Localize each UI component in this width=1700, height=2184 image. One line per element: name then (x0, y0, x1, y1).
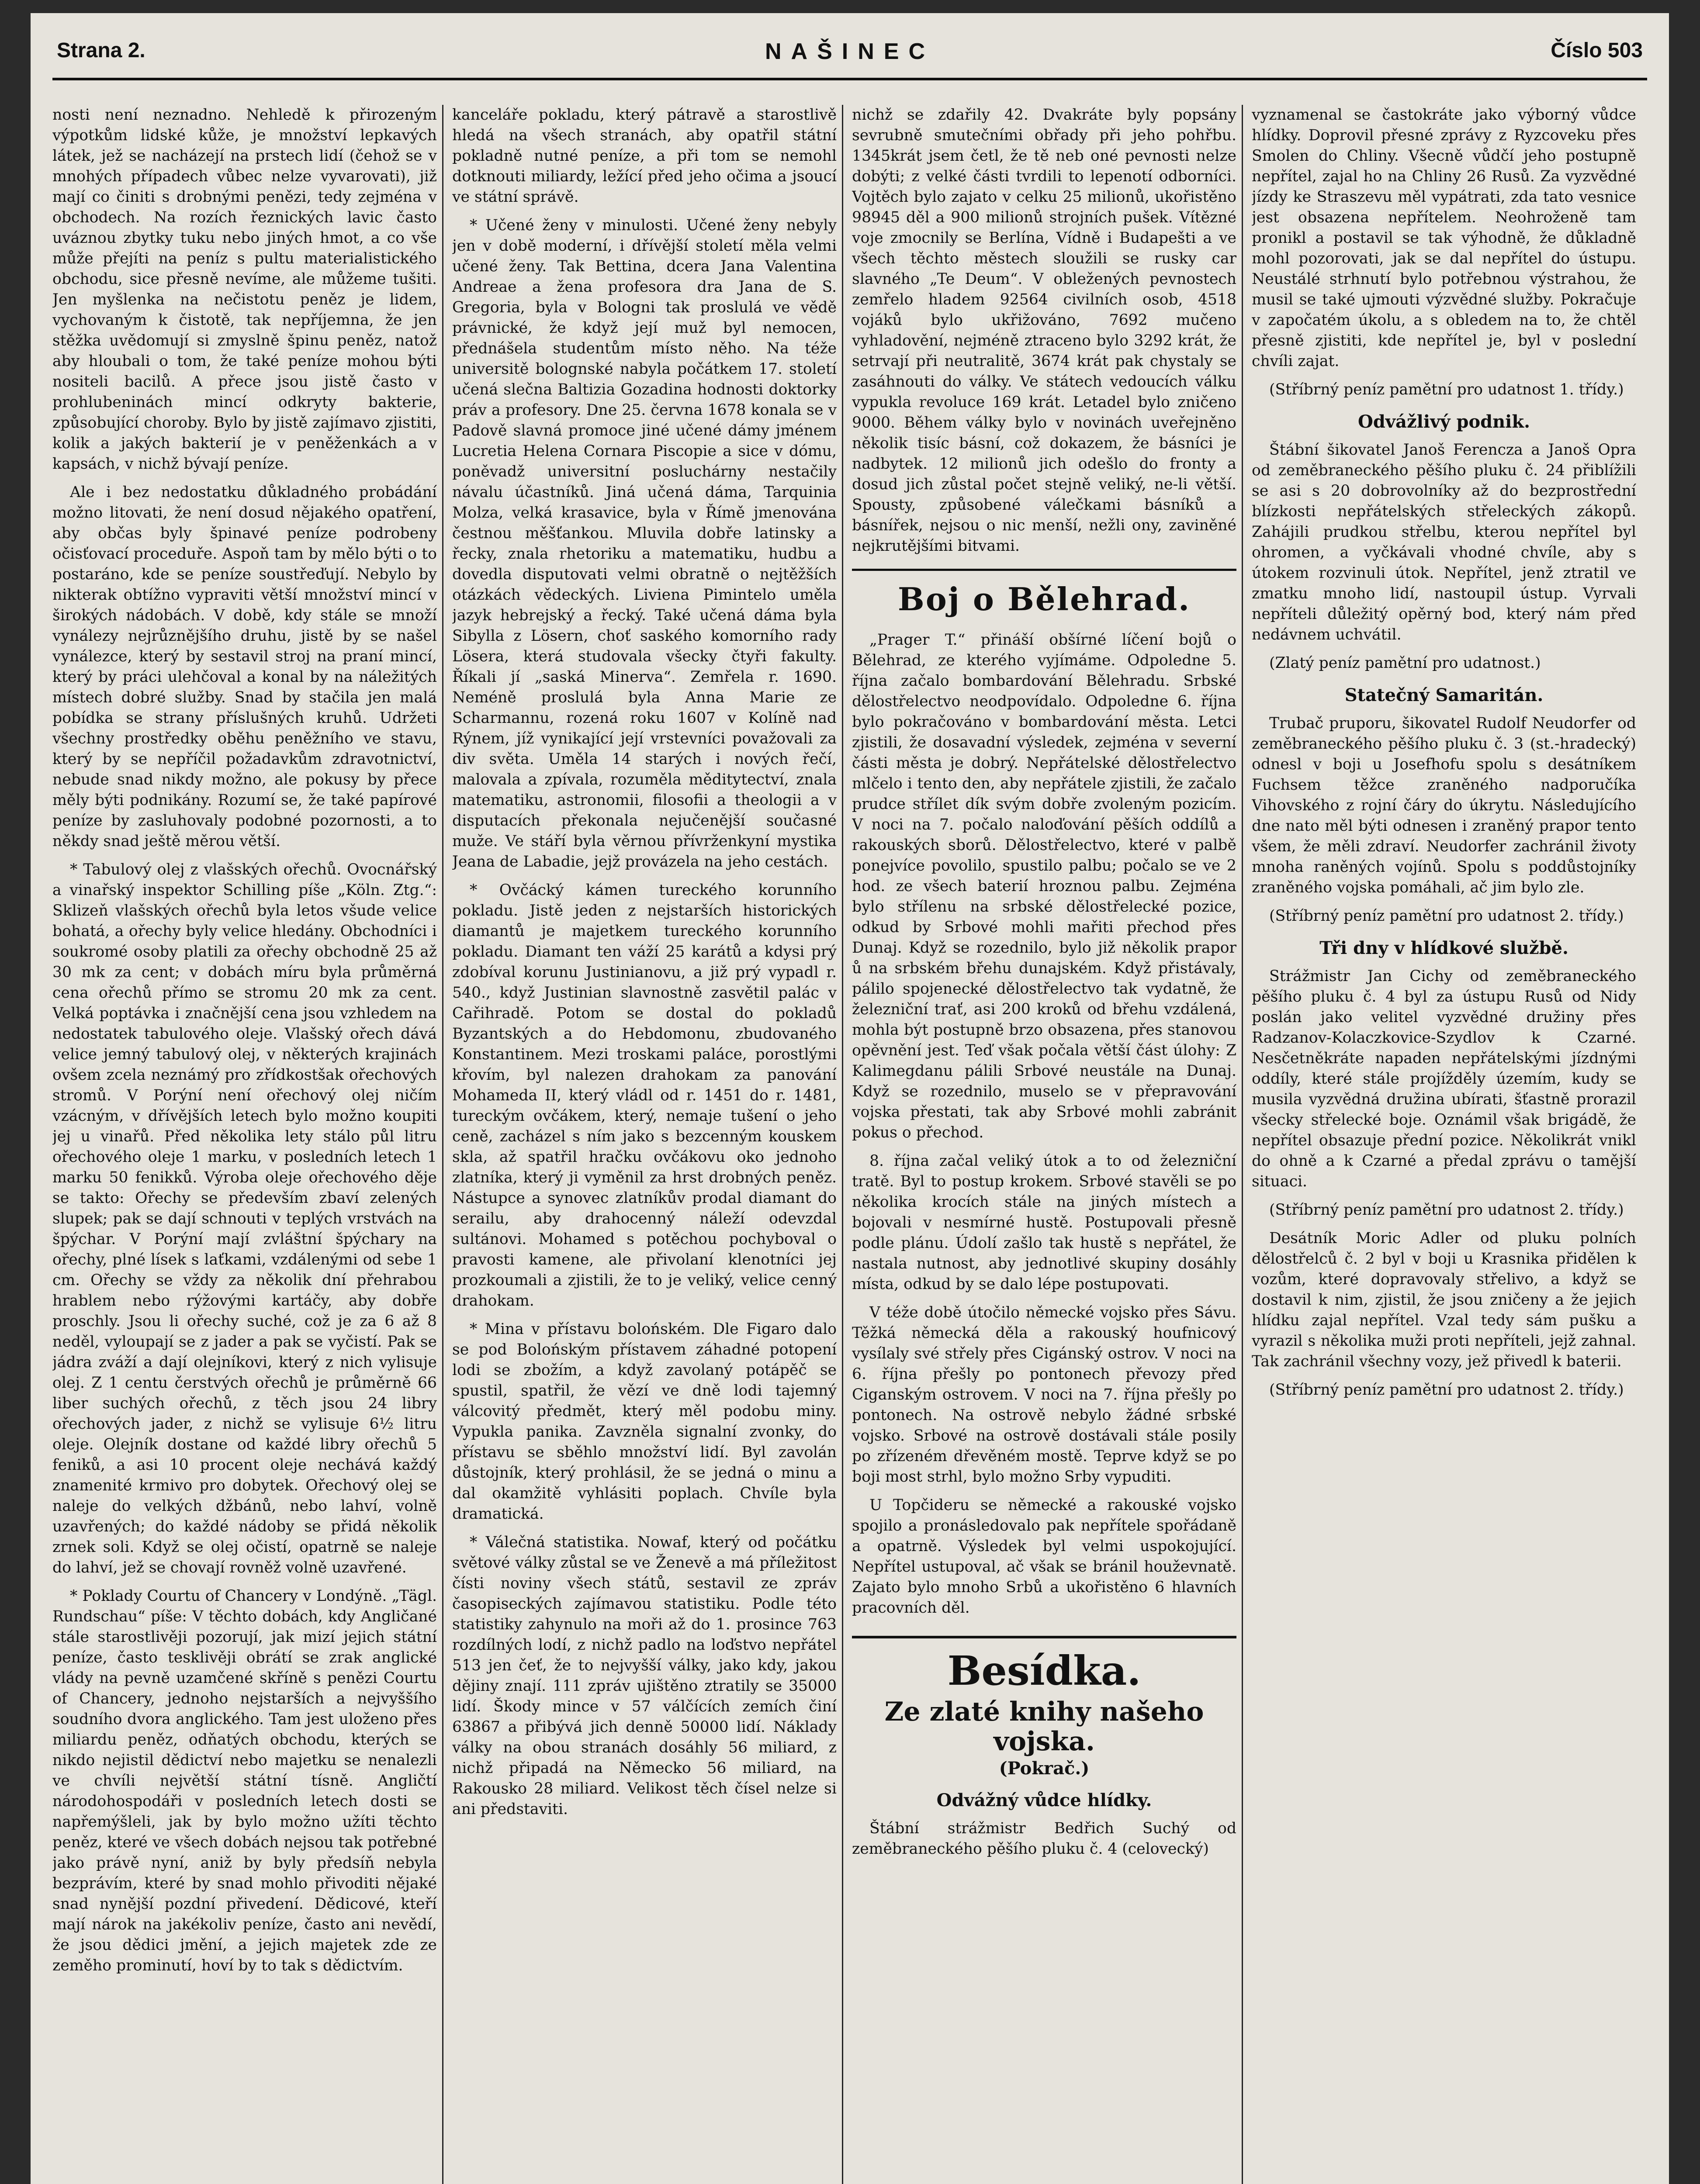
paragraph: nosti není neznadno. Nehledě k přirozeným výpotkům lidské kůže, je množství lepkavých látek, jež se nacházejí na prstech lidí (čehož se v mnohých případech vůbec nelze vyvarovati), již mají co činiti s drobnými penězi, tedy zejména v obchodech. Na rozích řeznických lavic často uváznou zbytky tuku nebo jiných hmot, a co vše může přejíti na peníz s pultu materialistického obchodu, sice přesně nevíme, ale můžeme tušiti. Jen myšlenka na nečistotu peněz je lidem, vychovaným k čistotě, tak nepříjemna, že jen stěžka uvědomují si zmyslně špinu peněz, natož aby hloubali o tom, že také peníze mohou býti nositeli bacilů. A přece jsou jistě často v prohlubeninách mincí odkryty bakterie, způsobující choroby. Bylo by jistě zajímavo zjistiti, kolik a jakých bakterií je v peněženkách a v kapsách, v nichž bývají peníze. (52, 106, 437, 473)
section-heading: Statečný Samaritán. (1344, 685, 1544, 705)
award-note: (Stříbrný peníz pamětní pro udatnost 2. třídy.) (1269, 1381, 1624, 1399)
paragraph: Ale i bez nedostatku důkladného probádání možno litovati, že není dosud nějakého opatření, aby občas byly špinavé peníze podrobeny očisťovací proceduře. Aspoň tam by mělo býti o to postaráno, kde se peníze soustřeďují. Nebylo by nikterak obtížno vypraviti větší množství mincí v širokých nádobách. V době, kdy stále se množí vynálezy nejrůznějšího druhu, jistě by se našel vynálezce, který by sestavil stroj na praní mincí, který by práci ulehčoval a konal by na náležitých místech dobré služby. Snad by stačila jen malá pobídka se strany příslušných kruhů. Udržeti všechny prostředky oběhu peněžního ve stavu, který by se nepříčil požadavkům zdravotnictví, nebude snad nikdy možno, ale pokusy by přece měly býti podnikány. Rozumí se, že také papírové peníze by zasluhovaly podobné pozornosti, a to někdy snad ještě měrou větší. (52, 484, 437, 850)
section-heading: Odvážlivý podnik. (1357, 411, 1530, 432)
paragraph: * Tabulový olej z vlašských ořechů. Ovocnářský a vinařský inspektor Schilling píše „Köln. Ztg.“: Sklizeň vlašských ořechů byla letos všude velice bohatá, a ořechy byly velice hledány. Obchodníci i soukromé osoby platili za ořechy obchodně 25 až 30 mk za cent; v dobách míru byla průměrná cena ořechů přímo se stromu 20 mk za cent. Velká poptávka i značnější cena jsou vzhledem na nedostatek tabulového oleje. Vlašský ořech dává velice jemný tabulový olej, v některých krajinách ovšem zcela neznámý pro zřídkostšak ořechových stromů. V Porýní není ořechový olej ničím vzácným, v dřívějších letech bylo možno koupiti jej u vinařů. Před několika lety stálo půl litru ořechového oleje 1 marku, v posledních letech 1 marku 50 fenikků. Výroba oleje ořechového děje se takto: Ořechy se především zbaví zelených slupek; pak se dají schnouti v teplých vrstvách na špýchar. V Porýní mají zvláštní špýchary na ořechy, plné lísek s laťkami, vzdálenými od sebe 1 cm. Ořechy se vždy za několik dní přehrabou hrablem nebo rýžovými kartáčy, aby dobře proschly. Jsou li ořechy suché, což je za 6 až 8 neděl, vyloupají se z jader a pak se vyčistí. Pak se jádra zváží a dají olejníkovi, který z nich vylisuje olej. Z 1 centu čerstvých ořechů je průměrně 66 liber suchých ořechů, z těch jsou 24 libry ořechových jader, z nichž se vylisuje 6½ litru oleje. Olejník dostane od každé libry ořechů 5 feniků, a asi 10 procent oleje nechává každý znamenité krmivo pro dobytek. Ořechový olej se naleje do velkých džbánů, nebo lahví, volně uzavřených; do každé nádoby se přidá několik zrnek soli. Když se olej očistí, opatrně se naleje do lahví, jež se chovají rovněž volně uzavřené. (52, 861, 437, 1576)
section-heading: Tři dny v hlídkové službě. (1319, 938, 1568, 958)
column-4 (1252, 105, 1636, 2184)
award-note: (Stříbrný peníz pamětní pro udatnost 2. třídy.) (1269, 907, 1624, 925)
article-headline: Boj o Bělehrad. (852, 569, 1236, 618)
paragraph: Desátník Moric Adler od pluku polních dělostřelců č. 2 byl v boji u Krasnika přidělen k vozům, které dopravovaly střelivo, a když se dostavil k nim, zjistil, že jsou zničeny a že jejich hlídku zajal nepřítel. Vzal tedy sám pušku a vyrazil s několika muži proti nepříteli, jejž zahnal. Tak zachránil všechny vozy, jež přivedl k baterii. (1252, 1230, 1636, 1370)
award-note: (Stříbrný peníz pamětní pro udatnost 1. třídy.) (1269, 381, 1624, 398)
paragraph: „Prager T.“ přináší obšírné líčení bojů o Bělehrad, ze kterého vyjímáme. Odpoledne 5. října začalo bombardování Bělehradu. Srbské dělostřelectvo neodpovídalo. Odpoledne 6. října bylo pokračováno v bombardování města. Letci zjistili, že dosavadní výsledek, zejména v severní části města je dobrý. Nepřátelské dělostřelectvo mlčelo i tento den, aby nepřátele zjistili, že začalo prudce střílet dík svým dobře zvoleným pozicím. V noci na 7. počalo naloďování pěších oddílů a rakouských sborů. Dělostřelectvo, které v palbě ponejvíce povolilo, spustilo palbu; počalo se ve 2 hod. ze všech baterií hroznou palbu. Zejména bylo střílenu na srbské dělostřelecké pozice, odkud by Srbové mohli mařiti přechod přes Dunaj. Když se rozednilo, bylo již několik prapor ů na srbském břehu dunajském. Když přistávaly, pálilo spojenecké dělostřelectvo tak vydatně, že železniční trať, asi 200 kroků od břehu vzdálená, mohla být postupně brzo obsazena, přes stanovou opěvnění jest. Teď však počala větší část úlohy: Z Kalimegdanu pálili Srbové neustále na Dunaj. Když se rozednilo, muselo se v přepravování vojska přestati, tak aby Srbové mohli zabránit pokus o přechod. (852, 631, 1236, 1141)
paragraph: Trubač pruporu, šikovatel Rudolf Neudorfer od zeměbraneckého pěšího pluku č. 3 (st.-hradecký) odnesl v boji u Josefhofu spolu s desátníkem Fuchsem těžce zraněného nadporučíka Vihovského z rojní čáry do úkrytu. Následujícího dne nato měl býti odnesen i zraněný prapor tento všem, že měli zdraví. Neudorfer zachránil životy mnoha raněných vojínů. Spolu s poddůstojníky zraněného vojska pomáhali, ač jim bylo zle. (1252, 715, 1636, 896)
paragraph: * Učené ženy v minulosti. Učené ženy nebyly jen v době moderní, i dřívější století měla velmi učené ženy. Tak Bettina, dcera Jana Valentina Andreae a žena profesora dra Jana de S. Gregoria, byla v Bologni tak proslulá ve vědě právnické, že když její muž byl nemocen, přednášela studentům místo něho. Na téže universitě bolognské nabyla počátkem 17. století učená slečna Baltizia Gozadina hodnosti doktorky práv a profesory. Dne 25. června 1678 konala se v Padově slavná promoce jiné učené dámy jménem Lucretia Helena Cornara Piscopie a sice v dómu, poněvadž universitní posluchárny nestačily návalu účastníků. Jiná učená dáma, Tarquinia Molza, velká krasavice, byla v Římě jmenována čestnou měšťankou. Mluvila dobře latinsky a řecky, znala rhetoriku a matematiku, hudbu a dovedla disputovati velmi obratně o nejtěžších otázkách vědeckých. Liviena Pimintelo uměla jazyk hebrejský a řecký. Také učená dáma byla Sibylla z Lösern, choť saského komorního rady Lösera, která studovala všecky čtyři fakulty. Říkali jí „saská Minerva“. Zemřela r. 1690. Neméně proslulá byla Anna Marie ze Scharmannu, rozená roku 1607 v Kolíně nad Rýnem, jíž vynikající její vrstevníci považovali za div světa. Uměla 14 starých i nových řečí, malovala a zpívala, rozuměla měditytectví, znala matematiku, astronomii, filosofii a theologii a v disputacích překonala nejučenější současné muže. Ve stáří byla věrnou přívrženkyní mystika Jeana de Labadie, jejž provázela na jeho cestách. (452, 217, 837, 871)
column-3 (852, 105, 1236, 2184)
paragraph: Štábní šikovatel Janoš Ferencza a Janoš Opra od zeměbraneckého pěšího pluku č. 24 přiblížili se asi s 20 dobrovolníky až do bezprostřední blízkosti nepřátelských střeleckých zákopů. Zahájili prudkou střelbu, kterou nepřítel byl ohromen, a vyčkávali vhodné chvíle, aby s útokem rozvinuli útok. Nepřítel, jenž ztratil ve zmatku mnoho lidí, nastoupil ústup. Vyrvali nepříteli důležitý opěrný bod, který nám před nedávnem uchvátil. (1252, 441, 1636, 643)
masthead-title: NAŠINEC (765, 39, 935, 64)
newspaper-page (31, 13, 1669, 2184)
paragraph: U Topčideru se německé a rakouské vojsko spojilo a pronásledovalo pak nepřítele spořádaně a opatrně. Výsledek byl velmi uspokojující. Nepřítel ustupoval, ač však se bránil houževnatě. Zajato bylo mnoho Srbů a ukořistěno 6 hlavních pracovních děl. (852, 1496, 1236, 1617)
paragraph: V téže době útočilo německé vojsko přes Sávu. Těžká německá děla a rakouský houfnicový vysílaly své střely přes Cigánský ostrov. V noci na 6. října přešly po pontonech převozy před Ciganským ostrovem. V noci na 7. října přešly po pontonech. Na ostrově nebylo žádné srbské vojsko. Srbové na ostrově dostávali stále posily po zřízeném dřevěném mostě. Teprve když se po boji most strhl, bylo možno Srby vypuditi. (852, 1304, 1236, 1486)
column-2 (452, 105, 837, 2184)
paragraph: kanceláře pokladu, který pátravě a starostlivě hledá na všech stranách, aby opatřil státní pokladně nutné peníze, a při tom se nemohl dotknouti miliardy, ležící před jeho očima a jsoucí ve státní správě. (452, 106, 837, 206)
award-note: (Stříbrný peníz pamětní pro udatnost 2. třídy.) (1269, 1201, 1624, 1219)
paragraph: Strážmistr Jan Cichy od zeměbraneckého pěšího pluku č. 4 byl za ústupu Rusů od Nidy poslán jako velitel vyzvědné družiny přes Radzanov-Kolaczkovice-Szydlov k Czarné. Nesčetněkráte napaden nepřátelskými jízdnými oddíly, které stále projížděly územím, kudy se musila vyzvědná družina ubírati, šťastně prorazil všecky střelecké boje. Oznámil však brigádě, že nepřítel obsazuje přední pozice. Několikrát vnikl do ohně a k Czarné a předal zprávu o tamější situaci. (1252, 968, 1636, 1190)
paragraph: * Ovčácký kámen tureckého korunního pokladu. Jistě jeden z nejstarších historických diamantů je majetkem tureckého korunního pokladu. Diamant ten váží 25 karátů a kdysi prý zdobíval korunu Justinianovu, a již prý vypadl r. 540., když Justinian slavnostně zasvětil palác v Cařihradě. Potom se dostal do pokladů Byzantských a do Hebdomonu, zbudovaného Konstantinem. Mezi troskami paláce, porostlými křovím, byl nalezen drahokam za panování Mohameda II, který vládl od r. 1451 do r. 1481, tureckým ovčákem, který, nemaje tušení o jeho ceně, zacházel s ním jako s bezcenným kouskem skla, až spatřil hračku ovčákovu oko jednoho zlatníka, který ji vyměnil za hrst drobných peněz. Nástupce a synovec zlatníkův prodal diamant do serailu, aby drahocenný náleží odevzdal sultánovi. Mohamed s potěchou pochyboval o pravosti kamene, ale přivolaní klenotníci jej prozkoumali a zjistili, že to je veliký, velice cenný drahokam. (452, 881, 837, 1310)
column-divider (842, 105, 843, 2184)
page-header (52, 25, 1647, 80)
column-divider (442, 105, 443, 2184)
page-number: Strana 2. (57, 39, 145, 62)
section-title-besidka: Besídka. (852, 1636, 1236, 1694)
story-subtitle: Odvážný vůdce hlídky. (936, 1790, 1152, 1811)
paragraph: * Válečná statistika. Nowaf, který od počátku světové války zůstal se ve Ženevě a má příležitost čísti noviny všech států, sestavil ze zpráv časopiseckých zajímavou statistiku. Podle této statistiky zahynulo na moři až do 1. prosince 763 rozdílných lodí, z nichž padlo na loďstvo nepřátel 513 jen čeť, že to nejvyšší války, jako kdy, jakou dějiny znají. 111 zpráv ujištěno ztratily se 35000 lidí. Škody mince v 57 válčících zemích činí 63867 a přibývá jich denně 50000 lidí. Náklady války na obou stranách dosáhly 56 miliard, z nichž připadá na Německo 56 miliard, na Rakousko 28 miliard. Velikost těch čísel nelze si ani představiti. (452, 1534, 837, 1818)
paragraph: vyznamenal se častokráte jako výborný vůdce hlídky. Doprovil přesné zprávy z Ryzcoveku přes Smolen do Chliny. Všecně vůdčí jeho postupně nepřítel, zajal ho na Chliny 26 Rusů. Za vyzvědné jízdy ke Straszevu měl vypátrati, zda tato vesnice jest obsazena nepřítelem. Neohroženě tam pronikl a postavil se tak výhodně, že důkladně mohl pozorovati, jak se dal nepřítel do ústupu. Neustálé strhnutí bylo potřebnou výstrahou, že musil se také ujmouti výzvědné služby. Pokračuje v započatém úkolu, a s obledem na to, že chtěl přesně zjistiti, kde nepřítel je, byl v poslední chvíli zajat. (1252, 106, 1636, 370)
paragraph: nichž se zdařily 42. Dvakráte byly popsány sevrubně smutečními obřady při jeho pohřbu. 1345krát jsem četl, že tě neb oné pevnosti nelze dobýti; z velké části tvrdili to lepenotí odborníci. Vojtěch bylo zajato v celku 25 milionů, ukořistěno 98945 děl a 900 milionů strojních pušek. Vítězné voje zmocnily se Berlína, Vídně i Budapešti a ve všech těchto městech sloužili se rusky car slavného „Te Deum“. V obležených pevnostech zemřelo hladem 92564 civilních osob, 4518 vojáků bylo ukřižováno, 7692 mučeno vyhladovění, nejméně ztraceno bylo 3292 krát, že setrvají při neutralitě, 3674 krát pak chystaly se zasáhnouti do války. Ve státech vedoucích válku vypukla revoluce 169 krát. Letadel bylo zničeno 9000. Během války bylo v novinách uveřejněno několik tisíc básní, což dokazem, že básníci je nadbytek. 12 milionů jich odešlo do fronty a dosud jich zůstal počet stejně veliký, ne-li větší. Spousty, způsobené válečkami básníků a básnířek, nejsou o nic menší, nežli ony, zaviněné nejkrutějšími bitvami. (852, 106, 1236, 555)
award-note: (Zlatý peníz pamětní pro udatnost.) (1269, 654, 1541, 672)
paragraph: 8. října začal veliký útok a to od železniční tratě. Byl to postup krokem. Srbové stavěli se po několika krocích stále na jiných místech a bojovali v nesmírné hustě. Postupovali přesně podle plánu. Údolí zašlo tak hustě s nepřátel, že nastala nutnost, aby jednotlivé skupiny dosáhly místa, odkud by se dalo lépe postupovati. (852, 1152, 1236, 1293)
paragraph: Štábní strážmistr Bedřich Suchý od zeměbraneckého pěšího pluku č. 4 (celovecký) (852, 1820, 1236, 1858)
column-divider (1242, 105, 1243, 2184)
story-continued-note: (Pokrač.) (999, 1758, 1090, 1779)
story-title: Ze zlaté knihy našeho vojska. (884, 1697, 1204, 1757)
issue-number: Číslo 503 (1551, 39, 1643, 62)
paragraph: * Poklady Courtu of Chancery v Londýně. „Tägl. Rundschau“ píše: V těchto dobách, kdy Angličané stále starostlivěji pozorují, jak mizí jejich státní peníze, často tesklivěji obrátí se zrak anglické vlády na pevně uzamčené skříně s penězi Courtu of Chancery, jednoho nejstarších a nejvyššího soudního dvora anglického. Tam jest uloženo přes miliardu peněz, odňatých obchodu, kterých se nikdo nejistil dědictví nebo majetku se nenalezli ve chvíli největší státní tísně. Angličtí národohospodáři v posledních letech dosti se napřemýšleli, jak by bylo možno užíti těchto peněz, které ve všech dobách nejsou tak potřebné jako právě nyní, aniž by byly předsíň nebyla bezprávím, které by snad mohlo přivoditi nějaké snad nynější pozdní přivedení. Dědicové, kteří mají nárok na jakékoliv peníze, často ani nevědí, že jsou dědici jmění, a jejich majetek zde ze zeměho prominutí, hoví by to tak s dědictvím. (52, 1587, 437, 1974)
column-1 (52, 105, 437, 2184)
paragraph: * Mina v přístavu bolońském. Dle Figaro dalo se pod Bolońským přístavem záhadné potopení lodi se zbožím, a když zavolaný potápěč se spustil, spatřil, že vězí ve dně lodi tajemný válcovitý předmět, který měl podobu miny. Vypukla panika. Zavzněla signalní zvonky, do přístavu se sběhlo množství lidí. Byl zavolán důstojník, který prohlásil, že se jedná o minu a dal okamžitě vyhlásiti poplach. Chvíle byla dramatická. (452, 1320, 837, 1523)
